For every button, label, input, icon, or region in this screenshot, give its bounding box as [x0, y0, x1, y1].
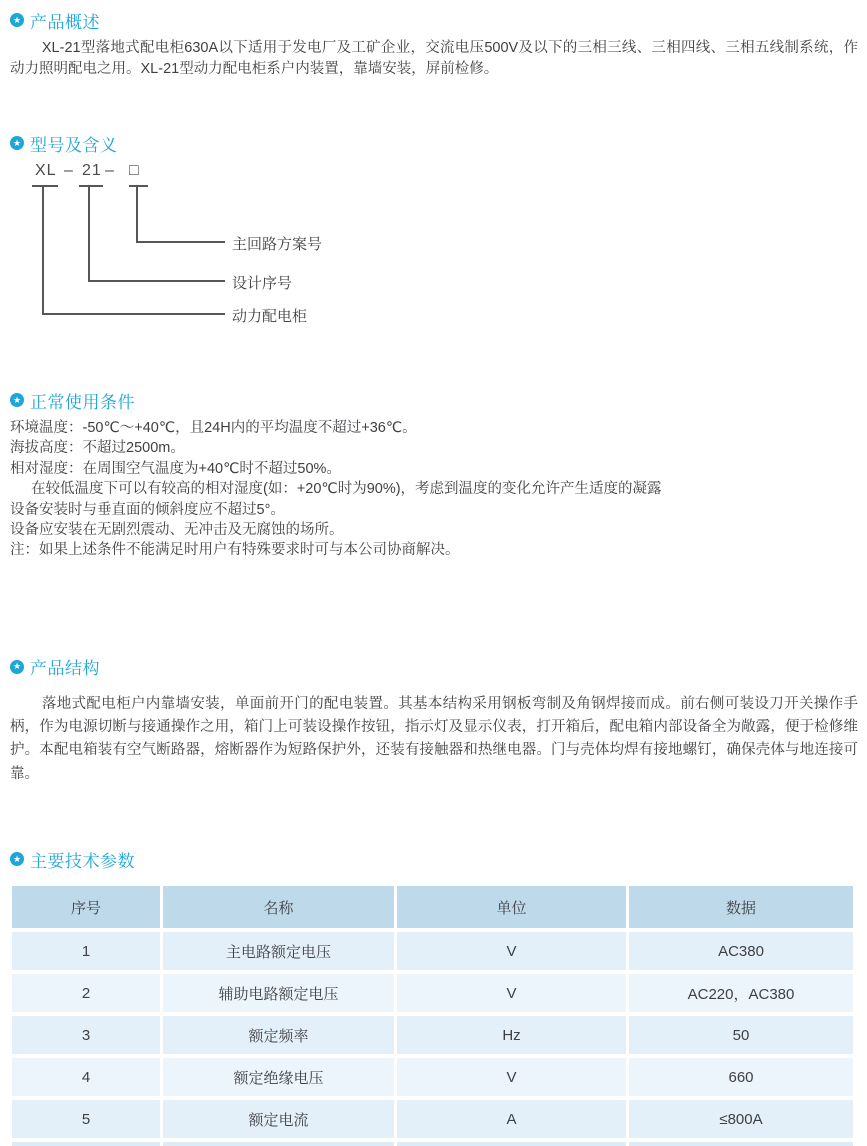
table-cell [163, 1142, 394, 1146]
table-cell: 660 [629, 1058, 853, 1096]
star-in-circle-icon: ★ [10, 13, 24, 27]
table-cell: 辅助电路额定电压 [163, 974, 394, 1012]
diagram-label-power-cabinet: 动力配电柜 [232, 308, 308, 325]
table-body [12, 932, 857, 1138]
table-cell [629, 1142, 853, 1146]
diagram-label-main-circuit: 主回路方案号 [232, 236, 323, 253]
diagram-line [136, 185, 138, 243]
condition-line: 环境温度：-50℃～+40℃，且24H内的平均温度不超过+36℃。 [10, 420, 417, 436]
condition-line: 海拔高度：不超过2500m。 [10, 440, 185, 457]
model-code-square: □ [129, 162, 140, 179]
table-cell: 4 [12, 1058, 160, 1096]
table-cell: 5 [12, 1100, 160, 1138]
overview-paragraph: XL-21型落地式配电柜630A以下适用于发电厂及工矿企业，交流电压500V及以下的三相三线、三相四线、三相五线制系统，作动力照明配电之用。XL-21型动力配电柜系户内装置，靠墙安装，屏前检修。 [10, 40, 858, 77]
table-cell: 额定电流 [163, 1100, 394, 1138]
table-header-cell: 单位 [397, 886, 626, 928]
model-code-21: 21 [82, 162, 102, 179]
section-title: 产品概述 [30, 12, 100, 32]
table-cell: 2 [12, 974, 160, 1012]
model-code-dash: – [64, 162, 74, 179]
table-cell [12, 1142, 160, 1146]
model-code-dash: – [105, 162, 115, 179]
table-cell: AC380 [629, 932, 853, 970]
section-title: 正常使用条件 [30, 392, 135, 412]
diagram-line [88, 280, 225, 282]
star-in-circle-icon: ★ [10, 852, 24, 866]
table-cell: V [397, 974, 626, 1012]
table-cell: 3 [12, 1016, 160, 1054]
table-cell: A [397, 1100, 626, 1138]
model-designation-diagram [0, 162, 867, 332]
star-in-circle-icon: ★ [10, 136, 24, 150]
conditions-list [10, 418, 857, 561]
table-row [12, 1016, 857, 1054]
table-row [12, 1058, 857, 1096]
table-header-cell: 名称 [163, 886, 394, 928]
condition-line: 设备安装时与垂直面的倾斜度应不超过5°。 [10, 501, 285, 518]
structure-paragraph: 落地式配电柜户内靠墙安装，单面前开门的配电装置。其基本结构采用钢板弯制及角钢焊接而成。前右侧可装设刀开关操作手柄，作为电源切断与接通操作之用，箱门上可装设操作按钮，指示灯及显示仪表，打开箱后，配电箱内部设备全为敞露，便于检修维护。本配电箱装有空气断路器，熔断器作为短路保护外，还装有接触器和热继电器。门与壳体均焊有接地螺钉，确保壳体与地连接可靠。 [10, 695, 858, 782]
parameters-table [12, 886, 857, 1146]
diagram-tick [129, 185, 148, 187]
diagram-line [42, 313, 225, 315]
table-cell: 额定绝缘电压 [163, 1058, 394, 1096]
table-cell [397, 1142, 626, 1146]
section-heading-overview [10, 10, 867, 30]
table-cell: 50 [629, 1016, 853, 1054]
diagram-line [136, 241, 225, 243]
table-row [12, 932, 857, 970]
table-row-partial [12, 1142, 857, 1146]
section-title: 主要技术参数 [30, 851, 135, 871]
star-in-circle-icon: ★ [10, 393, 24, 407]
section-title: 产品结构 [30, 659, 100, 679]
star-in-circle-icon: ★ [10, 660, 24, 674]
section-title: 型号及含义 [30, 135, 118, 155]
diagram-line [88, 185, 90, 282]
table-cell: 主电路额定电压 [163, 932, 394, 970]
table-cell: 1 [12, 932, 160, 970]
condition-line: 在较低温度下可以有较高的相对湿度(如：+20℃时为90%)，考虑到温度的变化允许产生适度的凝露 [31, 481, 662, 498]
model-code-xl: XL [35, 162, 57, 179]
table-cell: V [397, 1058, 626, 1096]
table-row [12, 974, 857, 1012]
diagram-tick [32, 185, 58, 187]
condition-line: 相对湿度：在周围空气温度为+40℃时不超过50%。 [10, 460, 341, 477]
section-heading-model [10, 133, 867, 153]
table-cell: AC220，AC380 [629, 974, 853, 1012]
condition-line: 注：如果上述条件不能满足时用户有特殊要求时可与本公司协商解决。 [10, 542, 460, 559]
table-cell: ≤800A [629, 1100, 853, 1138]
section-heading-conditions [10, 390, 867, 410]
section-heading-parameters [10, 849, 867, 869]
table-header-cell: 序号 [12, 886, 160, 928]
diagram-line [42, 185, 44, 315]
diagram-tick [79, 185, 103, 187]
table-header-row [12, 886, 857, 928]
table-row [12, 1100, 857, 1138]
diagram-label-design-serial: 设计序号 [232, 275, 293, 292]
table-header-cell: 数据 [629, 886, 853, 928]
table-cell: 额定频率 [163, 1016, 394, 1054]
table-cell: V [397, 932, 626, 970]
condition-line: 设备应安装在无剧烈震动、无冲击及无腐蚀的场所。 [10, 522, 344, 539]
table-cell: Hz [397, 1016, 626, 1054]
section-heading-structure [10, 657, 867, 677]
